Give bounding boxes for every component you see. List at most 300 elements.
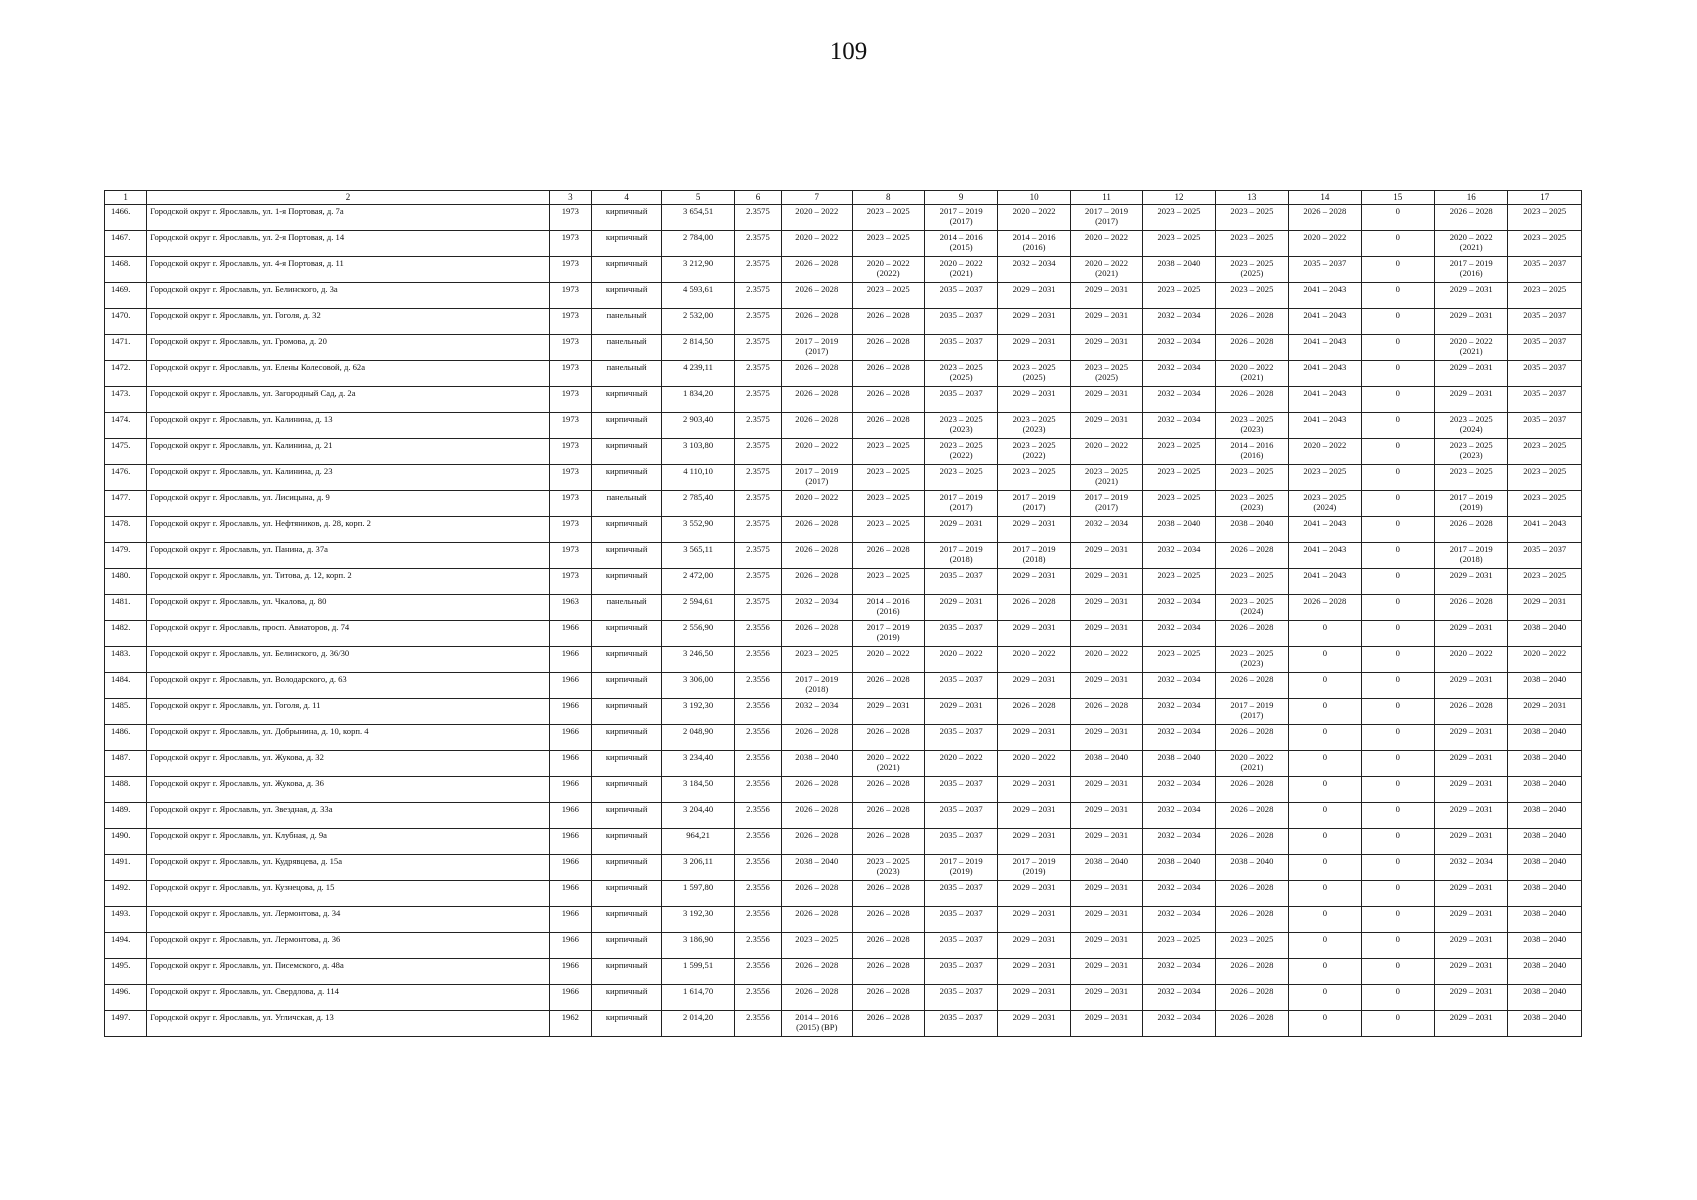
table-cell: 2029 – 2031 [998, 829, 1070, 855]
table-cell: 2029 – 2031 [1508, 699, 1582, 725]
table-cell: 0 [1361, 257, 1434, 283]
table-cell: Городской округ г. Ярославль, ул. Чкалова, д. 80 [147, 595, 549, 621]
table-cell: 4 593,61 [662, 283, 734, 309]
table-cell: 2026 – 2028 [1215, 777, 1288, 803]
table-cell: 2020 – 2022 [1289, 231, 1361, 257]
table-cell: 2026 – 2028 [852, 361, 924, 387]
cell-line: (2025) [1022, 372, 1046, 382]
cell-line: 2023 – 2025 [1303, 492, 1347, 502]
column-header: 15 [1361, 191, 1434, 205]
table-cell: 0 [1361, 335, 1434, 361]
table-cell: 2026 – 2028 [1215, 309, 1288, 335]
cell-line: 2017 – 2019 [795, 466, 839, 476]
table-cell: 3 192,30 [662, 699, 734, 725]
table-cell: 1966 [549, 621, 591, 647]
table-cell: 1480. [105, 569, 147, 595]
table-cell [1435, 257, 1508, 283]
table-cell: 2026 – 2028 [852, 907, 924, 933]
cell-line: (2021) [876, 762, 900, 772]
table-cell: 2029 – 2031 [1508, 595, 1582, 621]
table-cell: 0 [1289, 751, 1361, 777]
cell-line: (2023) [1240, 424, 1264, 434]
table-cell: 2020 – 2022 [1070, 231, 1142, 257]
table-cell: 2032 – 2034 [998, 257, 1070, 283]
table-cell: 2032 – 2034 [1070, 517, 1142, 543]
table-cell: 0 [1361, 907, 1434, 933]
table-cell: 2026 – 2028 [852, 413, 924, 439]
table-cell: 1963 [549, 595, 591, 621]
table-cell: 0 [1361, 413, 1434, 439]
cell-line: 2017 – 2019 [1085, 206, 1129, 216]
table-cell: 2026 – 2028 [852, 1011, 924, 1037]
cell-line: 2020 – 2022 [1449, 336, 1493, 346]
table-cell [1435, 231, 1508, 257]
table-cell: 2029 – 2031 [1435, 1011, 1508, 1037]
table-cell [924, 439, 997, 465]
table-cell: 2026 – 2028 [782, 829, 852, 855]
table-row [105, 413, 1582, 439]
table-cell: 2038 – 2040 [1508, 777, 1582, 803]
cell-line: (2015) [949, 242, 973, 252]
table-cell: 2.3575 [734, 205, 781, 231]
table-cell: 1966 [549, 673, 591, 699]
table-cell: 2029 – 2031 [1070, 985, 1142, 1011]
table-cell: 2029 – 2031 [998, 517, 1070, 543]
table-cell: 2026 – 2028 [1070, 699, 1142, 725]
table-cell: 2041 – 2043 [1289, 569, 1361, 595]
table-cell: 0 [1361, 647, 1434, 673]
cell-line: 2014 – 2016 [939, 232, 983, 242]
table-cell: Городской округ г. Ярославль, ул. 1-я Портовая, д. 7а [147, 205, 549, 231]
table-cell: 2035 – 2037 [924, 309, 997, 335]
table-cell: 2029 – 2031 [1070, 959, 1142, 985]
table-cell [782, 465, 852, 491]
table-cell: 2 594,61 [662, 595, 734, 621]
cell-line: (2021) [1240, 762, 1264, 772]
table-cell: кирпичный [591, 933, 661, 959]
table-cell: 2026 – 2028 [1215, 985, 1288, 1011]
table-cell: 2035 – 2037 [924, 933, 997, 959]
table-cell: 2023 – 2025 [1215, 933, 1288, 959]
table-cell: кирпичный [591, 985, 661, 1011]
cell-line: (2024) [1459, 424, 1483, 434]
table-cell: 2038 – 2040 [1508, 725, 1582, 751]
table-cell: 1478. [105, 517, 147, 543]
table-cell: 2020 – 2022 [998, 647, 1070, 673]
table-cell: кирпичный [591, 803, 661, 829]
table-cell: 2038 – 2040 [1508, 881, 1582, 907]
table-cell: 2 814,50 [662, 335, 734, 361]
table-cell: 2.3575 [734, 257, 781, 283]
table-cell: 0 [1361, 543, 1434, 569]
cell-line: 2023 – 2025 [1085, 466, 1129, 476]
table-cell: 2035 – 2037 [1508, 257, 1582, 283]
table-cell: 2026 – 2028 [852, 673, 924, 699]
table-cell: 2023 – 2025 [1143, 933, 1215, 959]
table-cell [1070, 361, 1142, 387]
table-cell: 2029 – 2031 [1070, 725, 1142, 751]
table-cell: 2023 – 2025 [852, 465, 924, 491]
cell-line: 2023 – 2025 [939, 414, 983, 424]
cell-line: 2023 – 2025 [1012, 362, 1056, 372]
table-cell: 2029 – 2031 [1070, 829, 1142, 855]
table-cell: 0 [1361, 699, 1434, 725]
table-cell: кирпичный [591, 517, 661, 543]
cell-line: (2021) [949, 268, 973, 278]
table-cell: 2020 – 2022 [998, 205, 1070, 231]
table-cell: 964,21 [662, 829, 734, 855]
table-cell: 2032 – 2034 [1143, 699, 1215, 725]
table-cell: 3 552,90 [662, 517, 734, 543]
cell-line: (2017) [805, 346, 829, 356]
cell-line: (2023) [1459, 450, 1483, 460]
cell-line: (2019) [1022, 866, 1046, 876]
table-row [105, 1011, 1582, 1037]
table-cell: 2038 – 2040 [1508, 751, 1582, 777]
cell-line: (2022) [1022, 450, 1046, 460]
column-header: 5 [662, 191, 734, 205]
table-cell: 2029 – 2031 [1435, 985, 1508, 1011]
table-cell: 1491. [105, 855, 147, 881]
table-cell: 2023 – 2025 [1215, 231, 1288, 257]
table-cell: Городской округ г. Ярославль, ул. Белинского, д. 3а [147, 283, 549, 309]
table-cell: 0 [1361, 777, 1434, 803]
table-cell: Городской округ г. Ярославль, ул. Угличская, д. 13 [147, 1011, 549, 1037]
table-cell: 2029 – 2031 [1070, 283, 1142, 309]
table-cell: 2026 – 2028 [1215, 621, 1288, 647]
table-cell [1435, 413, 1508, 439]
table-cell: 2026 – 2028 [782, 257, 852, 283]
cell-line: (2023) [876, 866, 900, 876]
table-cell [1070, 257, 1142, 283]
table-cell: 1474. [105, 413, 147, 439]
table-row [105, 309, 1582, 335]
table-cell: 2035 – 2037 [924, 881, 997, 907]
table-cell: 2029 – 2031 [1070, 777, 1142, 803]
table-cell: 2.3556 [734, 777, 781, 803]
table-cell: Городской округ г. Ярославль, ул. Елены Колесовой, д. 62а [147, 361, 549, 387]
cell-line: 2023 – 2025 [1012, 440, 1056, 450]
table-cell: 2026 – 2028 [782, 907, 852, 933]
table-cell: Городской округ г. Ярославль, ул. Калинина, д. 21 [147, 439, 549, 465]
table-cell: 2023 – 2025 [1435, 465, 1508, 491]
column-header: 2 [147, 191, 549, 205]
table-cell [924, 413, 997, 439]
table-cell: 2029 – 2031 [1435, 907, 1508, 933]
table-cell: 2029 – 2031 [1070, 595, 1142, 621]
table-cell: 2.3575 [734, 465, 781, 491]
table-cell [924, 855, 997, 881]
table-cell: 2020 – 2022 [782, 491, 852, 517]
table-cell: 2026 – 2028 [1289, 205, 1361, 231]
table-cell: 1484. [105, 673, 147, 699]
table-cell [998, 413, 1070, 439]
table-cell: 2.3575 [734, 491, 781, 517]
table-cell [998, 231, 1070, 257]
cell-line: (2025) [1095, 372, 1118, 382]
table-cell: 1966 [549, 725, 591, 751]
table-cell [1215, 257, 1288, 283]
table-cell: 4 110,10 [662, 465, 734, 491]
table-cell: кирпичный [591, 205, 661, 231]
table-row [105, 387, 1582, 413]
table-cell: 2029 – 2031 [1435, 361, 1508, 387]
table-cell: 0 [1361, 959, 1434, 985]
table-cell: 2026 – 2028 [852, 309, 924, 335]
table-cell: 2026 – 2028 [782, 309, 852, 335]
table-cell: 2029 – 2031 [1070, 933, 1142, 959]
table-cell: 2023 – 2025 [1143, 465, 1215, 491]
table-cell: 2032 – 2034 [1143, 959, 1215, 985]
cell-line: (2022) [949, 450, 973, 460]
table-cell: 2029 – 2031 [998, 673, 1070, 699]
table-cell: 1494. [105, 933, 147, 959]
table-cell: 2.3575 [734, 543, 781, 569]
cell-line: (2025) [1240, 268, 1264, 278]
table-cell: Городской округ г. Ярославль, ул. Свердлова, д. 114 [147, 985, 549, 1011]
table-cell: 2023 – 2025 [1215, 569, 1288, 595]
page-number: 109 [829, 38, 868, 65]
table-cell: кирпичный [591, 907, 661, 933]
table-cell: 0 [1361, 725, 1434, 751]
table-row [105, 205, 1582, 231]
table-cell: 0 [1361, 595, 1434, 621]
table-cell: 0 [1361, 621, 1434, 647]
table-cell: 2032 – 2034 [1143, 829, 1215, 855]
table-cell: 2041 – 2043 [1508, 517, 1582, 543]
table-row [105, 647, 1582, 673]
cell-line: 2014 – 2016 [795, 1012, 839, 1022]
table-cell: 0 [1289, 933, 1361, 959]
table-cell: 2.3556 [734, 725, 781, 751]
table-cell: 2026 – 2028 [782, 881, 852, 907]
table-cell: 2026 – 2028 [1215, 725, 1288, 751]
table-cell: 1477. [105, 491, 147, 517]
table-cell [998, 543, 1070, 569]
table-cell: кирпичный [591, 231, 661, 257]
cell-line: (2017) [1095, 216, 1118, 226]
table-cell: 2.3556 [734, 673, 781, 699]
table-cell: 0 [1289, 855, 1361, 881]
table-cell: кирпичный [591, 829, 661, 855]
table-cell: 2038 – 2040 [1508, 621, 1582, 647]
table-cell: 2032 – 2034 [1143, 387, 1215, 413]
table-cell [782, 335, 852, 361]
table-cell: 2026 – 2028 [1215, 959, 1288, 985]
table-cell: 0 [1361, 283, 1434, 309]
table-cell: 2020 – 2022 [782, 205, 852, 231]
table-cell: 3 234,40 [662, 751, 734, 777]
table-cell: 1973 [549, 231, 591, 257]
table-cell: кирпичный [591, 413, 661, 439]
table-cell [1435, 491, 1508, 517]
table-cell: 2035 – 2037 [924, 621, 997, 647]
table-cell: 3 103,80 [662, 439, 734, 465]
table-cell: 2032 – 2034 [1143, 621, 1215, 647]
table-cell: Городской округ г. Ярославль, ул. Белинского, д. 36/30 [147, 647, 549, 673]
table-cell: кирпичный [591, 881, 661, 907]
cell-line: 2020 – 2022 [1230, 752, 1274, 762]
table-cell: 3 184,50 [662, 777, 734, 803]
table-cell: 2029 – 2031 [1070, 387, 1142, 413]
table-cell: 2029 – 2031 [998, 907, 1070, 933]
table-cell: кирпичный [591, 699, 661, 725]
table-cell: 1489. [105, 803, 147, 829]
table-cell: 2032 – 2034 [1143, 673, 1215, 699]
cell-line: (2021) [1459, 346, 1483, 356]
table-cell: 2.3575 [734, 439, 781, 465]
table-row [105, 361, 1582, 387]
table-cell: 2029 – 2031 [1070, 881, 1142, 907]
table-cell: Городской округ г. Ярославль, ул. Нефтяников, д. 28, корп. 2 [147, 517, 549, 543]
table-cell: 2029 – 2031 [1435, 803, 1508, 829]
cell-line: (2021) [1095, 268, 1118, 278]
table-cell: 1966 [549, 803, 591, 829]
column-header: 12 [1143, 191, 1215, 205]
table-cell: 1479. [105, 543, 147, 569]
table-cell: кирпичный [591, 569, 661, 595]
table-cell: 2026 – 2028 [782, 959, 852, 985]
cell-line: 2023 – 2025 [939, 362, 983, 372]
cell-line: (2021) [1095, 476, 1118, 486]
table-cell [852, 595, 924, 621]
table-cell: 1973 [549, 517, 591, 543]
table-cell: 2029 – 2031 [998, 309, 1070, 335]
table-cell: 2 048,90 [662, 725, 734, 751]
table-cell: 2029 – 2031 [1435, 881, 1508, 907]
table-cell: кирпичный [591, 647, 661, 673]
table-cell: 4 239,11 [662, 361, 734, 387]
table-cell: кирпичный [591, 439, 661, 465]
table-cell: 2.3575 [734, 231, 781, 257]
table-cell: панельный [591, 491, 661, 517]
table-row [105, 543, 1582, 569]
table-cell: 2029 – 2031 [998, 335, 1070, 361]
table-cell: 2023 – 2025 [1508, 491, 1582, 517]
table-cell: 2026 – 2028 [1215, 803, 1288, 829]
cell-line: 2017 – 2019 [795, 336, 839, 346]
table-cell: 2029 – 2031 [1070, 907, 1142, 933]
cell-line: (2019) [876, 632, 900, 642]
cell-line: 2020 – 2022 [1449, 232, 1493, 242]
table-cell: 1490. [105, 829, 147, 855]
table-cell: 0 [1289, 829, 1361, 855]
table-cell: 0 [1289, 725, 1361, 751]
table-cell: 2026 – 2028 [1435, 699, 1508, 725]
column-header: 1 [105, 191, 147, 205]
table-cell: 2041 – 2043 [1289, 543, 1361, 569]
table-cell: 2023 – 2025 [1508, 283, 1582, 309]
cell-line: 2017 – 2019 [1012, 856, 1056, 866]
table-cell: 2032 – 2034 [1143, 907, 1215, 933]
table-cell: 0 [1361, 465, 1434, 491]
table-cell: 0 [1289, 907, 1361, 933]
table-cell: 2029 – 2031 [1070, 1011, 1142, 1037]
table-row [105, 777, 1582, 803]
table-cell: 1962 [549, 1011, 591, 1037]
table-cell: 2020 – 2022 [1070, 647, 1142, 673]
table-cell: 2020 – 2022 [1508, 647, 1582, 673]
cell-line: 2023 – 2025 [1449, 414, 1493, 424]
column-header: 3 [549, 191, 591, 205]
table-cell: 2029 – 2031 [1070, 569, 1142, 595]
table-cell: 2023 – 2025 [852, 205, 924, 231]
table-cell: Городской округ г. Ярославль, ул. 2-я Портовая, д. 14 [147, 231, 549, 257]
table-cell: 0 [1289, 959, 1361, 985]
column-header: 6 [734, 191, 781, 205]
table-cell: 1492. [105, 881, 147, 907]
column-header: 9 [924, 191, 997, 205]
table-cell: 2038 – 2040 [1508, 907, 1582, 933]
table-cell: 2.3556 [734, 933, 781, 959]
table-cell: 2029 – 2031 [1070, 309, 1142, 335]
table-cell: 2032 – 2034 [1143, 595, 1215, 621]
table-cell [852, 621, 924, 647]
table-cell: 2026 – 2028 [1289, 595, 1361, 621]
cell-line: (2023) [1240, 658, 1264, 668]
table-cell: 2038 – 2040 [782, 751, 852, 777]
table-cell: 2032 – 2034 [1143, 309, 1215, 335]
table-cell: 2023 – 2025 [782, 647, 852, 673]
table-cell: 2023 – 2025 [782, 933, 852, 959]
table-cell: 0 [1361, 855, 1434, 881]
cell-line: 2017 – 2019 [1085, 492, 1129, 502]
table-cell: 2029 – 2031 [998, 725, 1070, 751]
table-cell: 2.3575 [734, 283, 781, 309]
table-cell: 1470. [105, 309, 147, 335]
table-cell [852, 751, 924, 777]
table-cell: 2029 – 2031 [1435, 283, 1508, 309]
table-cell: 0 [1289, 699, 1361, 725]
table-cell: 2.3556 [734, 621, 781, 647]
table-cell: 2026 – 2028 [998, 699, 1070, 725]
table-cell: 2029 – 2031 [998, 933, 1070, 959]
cell-line: (2017) [1240, 710, 1264, 720]
column-header: 7 [782, 191, 852, 205]
cell-line: (2023) [1022, 424, 1046, 434]
table-cell [1435, 543, 1508, 569]
table-cell [1215, 413, 1288, 439]
table-cell: 2020 – 2022 [782, 231, 852, 257]
table-cell: 1966 [549, 647, 591, 673]
table-cell: 2035 – 2037 [924, 907, 997, 933]
table-row [105, 751, 1582, 777]
table-cell: 0 [1361, 517, 1434, 543]
table-cell: 2023 – 2025 [1508, 465, 1582, 491]
table-row [105, 569, 1582, 595]
table-cell: 2026 – 2028 [782, 543, 852, 569]
table-cell: 1493. [105, 907, 147, 933]
table-cell: 2026 – 2028 [782, 283, 852, 309]
column-header: 4 [591, 191, 661, 205]
table-cell: 1973 [549, 205, 591, 231]
table-cell: 0 [1361, 387, 1434, 413]
table-cell: 2.3575 [734, 413, 781, 439]
table-cell [1215, 751, 1288, 777]
table-cell: 2026 – 2028 [782, 387, 852, 413]
table-cell: 2.3556 [734, 907, 781, 933]
table-cell: 0 [1289, 803, 1361, 829]
table-cell: 0 [1289, 985, 1361, 1011]
table-cell: 2032 – 2034 [1143, 335, 1215, 361]
table-cell: 0 [1361, 439, 1434, 465]
table-cell: 1472. [105, 361, 147, 387]
table-cell: 1495. [105, 959, 147, 985]
table-cell: 2.3556 [734, 647, 781, 673]
table-cell [1215, 699, 1288, 725]
table-cell: 0 [1361, 361, 1434, 387]
table-cell: 2.3556 [734, 1011, 781, 1037]
